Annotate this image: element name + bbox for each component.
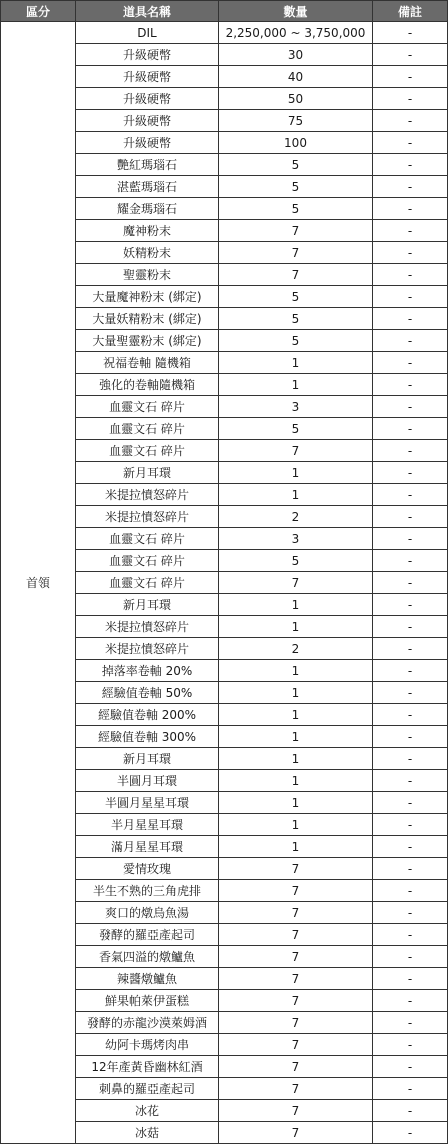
note-cell: - — [373, 924, 448, 946]
table-body — [1, 22, 448, 1144]
item-name-cell: 妖精粉末 — [76, 242, 219, 264]
note-cell: - — [373, 968, 448, 990]
quantity-cell: 1 — [219, 792, 373, 814]
note-cell: - — [373, 946, 448, 968]
note-cell: - — [373, 110, 448, 132]
quantity-cell: 1 — [219, 726, 373, 748]
header-row — [1, 1, 448, 22]
note-cell: - — [373, 176, 448, 198]
note-cell: - — [373, 462, 448, 484]
item-name-cell: 米提拉憤怒碎片 — [76, 616, 219, 638]
item-name-cell: 升級硬幣 — [76, 66, 219, 88]
quantity-cell: 75 — [219, 110, 373, 132]
quantity-cell: 7 — [219, 1100, 373, 1122]
item-name-cell: 半生不熟的三角虎排 — [76, 880, 219, 902]
quantity-cell: 1 — [219, 484, 373, 506]
quantity-cell: 1 — [219, 616, 373, 638]
item-name-cell: 掉落率卷軸 20% — [76, 660, 219, 682]
quantity-cell: 1 — [219, 374, 373, 396]
note-cell: - — [373, 550, 448, 572]
quantity-cell: 5 — [219, 198, 373, 220]
note-cell: - — [373, 704, 448, 726]
quantity-cell: 1 — [219, 352, 373, 374]
quantity-cell: 7 — [219, 440, 373, 462]
item-name-cell: 新月耳環 — [76, 594, 219, 616]
quantity-cell: 2 — [219, 638, 373, 660]
quantity-cell: 1 — [219, 814, 373, 836]
table-row — [1, 22, 448, 44]
quantity-cell: 1 — [219, 660, 373, 682]
note-cell: - — [373, 264, 448, 286]
note-cell: - — [373, 792, 448, 814]
item-name-cell: 湛藍瑪瑙石 — [76, 176, 219, 198]
note-cell: - — [373, 374, 448, 396]
item-name-cell: 經驗值卷軸 200% — [76, 704, 219, 726]
quantity-cell: 7 — [219, 1078, 373, 1100]
quantity-cell: 5 — [219, 286, 373, 308]
quantity-cell: 2,250,000 ~ 3,750,000 — [219, 22, 373, 44]
quantity-cell: 3 — [219, 528, 373, 550]
item-name-cell: 米提拉憤怒碎片 — [76, 484, 219, 506]
note-cell: - — [373, 638, 448, 660]
item-name-cell: 升級硬幣 — [76, 132, 219, 154]
quantity-cell: 7 — [219, 1012, 373, 1034]
item-name-cell: 血靈文石 碎片 — [76, 440, 219, 462]
item-name-cell: 血靈文石 碎片 — [76, 418, 219, 440]
quantity-cell: 7 — [219, 924, 373, 946]
note-cell: - — [373, 858, 448, 880]
note-cell: - — [373, 44, 448, 66]
quantity-cell: 1 — [219, 594, 373, 616]
note-cell: - — [373, 1100, 448, 1122]
header-note: 備註 — [373, 1, 448, 22]
item-name-cell: 發酵的羅亞產起司 — [76, 924, 219, 946]
quantity-cell: 7 — [219, 1122, 373, 1144]
quantity-cell: 5 — [219, 330, 373, 352]
note-cell: - — [373, 682, 448, 704]
header-item-name: 道具名稱 — [76, 1, 219, 22]
quantity-cell: 7 — [219, 1034, 373, 1056]
note-cell: - — [373, 726, 448, 748]
quantity-cell: 5 — [219, 154, 373, 176]
quantity-cell: 7 — [219, 858, 373, 880]
item-name-cell: 大量妖精粉末 (綁定) — [76, 308, 219, 330]
quantity-cell: 7 — [219, 946, 373, 968]
item-name-cell: 12年產黃昏幽林紅酒 — [76, 1056, 219, 1078]
quantity-cell: 40 — [219, 66, 373, 88]
item-name-cell: 鮮果帕萊伊蛋糕 — [76, 990, 219, 1012]
note-cell: - — [373, 308, 448, 330]
quantity-cell: 7 — [219, 572, 373, 594]
item-name-cell: 冰菇 — [76, 1122, 219, 1144]
note-cell: - — [373, 286, 448, 308]
item-name-cell: 米提拉憤怒碎片 — [76, 506, 219, 528]
quantity-cell: 2 — [219, 506, 373, 528]
note-cell: - — [373, 352, 448, 374]
note-cell: - — [373, 770, 448, 792]
quantity-cell: 1 — [219, 748, 373, 770]
quantity-cell: 7 — [219, 242, 373, 264]
item-name-cell: 升級硬幣 — [76, 110, 219, 132]
item-name-cell: 新月耳環 — [76, 462, 219, 484]
note-cell: - — [373, 440, 448, 462]
item-name-cell: 聖靈粉末 — [76, 264, 219, 286]
note-cell: - — [373, 990, 448, 1012]
quantity-cell: 1 — [219, 836, 373, 858]
note-cell: - — [373, 880, 448, 902]
note-cell: - — [373, 814, 448, 836]
note-cell: - — [373, 660, 448, 682]
item-name-cell: 半月星星耳環 — [76, 814, 219, 836]
quantity-cell: 5 — [219, 418, 373, 440]
note-cell: - — [373, 506, 448, 528]
note-cell: - — [373, 1122, 448, 1144]
item-name-cell: 冰花 — [76, 1100, 219, 1122]
quantity-cell: 50 — [219, 88, 373, 110]
note-cell: - — [373, 198, 448, 220]
quantity-cell: 7 — [219, 880, 373, 902]
quantity-cell: 7 — [219, 264, 373, 286]
item-name-cell: 辣醬燉鱸魚 — [76, 968, 219, 990]
item-name-cell: 大量魔神粉末 (綁定) — [76, 286, 219, 308]
note-cell: - — [373, 902, 448, 924]
note-cell: - — [373, 22, 448, 44]
note-cell: - — [373, 418, 448, 440]
item-name-cell: 發酵的赤龍沙漠萊姆酒 — [76, 1012, 219, 1034]
item-name-cell: 血靈文石 碎片 — [76, 396, 219, 418]
note-cell: - — [373, 528, 448, 550]
quantity-cell: 30 — [219, 44, 373, 66]
item-name-cell: 強化的卷軸隨機箱 — [76, 374, 219, 396]
item-name-cell: 愛情玫瑰 — [76, 858, 219, 880]
item-name-cell: 滿月星星耳環 — [76, 836, 219, 858]
item-name-cell: 經驗值卷軸 50% — [76, 682, 219, 704]
note-cell: - — [373, 154, 448, 176]
quantity-cell: 100 — [219, 132, 373, 154]
note-cell: - — [373, 1034, 448, 1056]
quantity-cell: 7 — [219, 990, 373, 1012]
note-cell: - — [373, 396, 448, 418]
quantity-cell: 5 — [219, 308, 373, 330]
note-cell: - — [373, 242, 448, 264]
note-cell: - — [373, 1056, 448, 1078]
quantity-cell: 5 — [219, 176, 373, 198]
item-name-cell: 血靈文石 碎片 — [76, 528, 219, 550]
item-name-cell: 耀金瑪瑙石 — [76, 198, 219, 220]
item-name-cell: 血靈文石 碎片 — [76, 572, 219, 594]
note-cell: - — [373, 616, 448, 638]
item-name-cell: 幼阿卡瑪烤肉串 — [76, 1034, 219, 1056]
quantity-cell: 7 — [219, 220, 373, 242]
note-cell: - — [373, 594, 448, 616]
quantity-cell: 1 — [219, 682, 373, 704]
item-name-cell: 香氣四溢的燉鱸魚 — [76, 946, 219, 968]
quantity-cell: 1 — [219, 704, 373, 726]
item-name-cell: 祝福卷軸 隨機箱 — [76, 352, 219, 374]
category-cell: 首領 — [1, 22, 76, 1144]
item-name-cell: 半圓月星星耳環 — [76, 792, 219, 814]
quantity-cell: 1 — [219, 770, 373, 792]
item-name-cell: 魔神粉末 — [76, 220, 219, 242]
item-name-cell: 升級硬幣 — [76, 88, 219, 110]
item-name-cell: 艷紅瑪瑙石 — [76, 154, 219, 176]
quantity-cell: 5 — [219, 550, 373, 572]
quantity-cell: 3 — [219, 396, 373, 418]
note-cell: - — [373, 66, 448, 88]
note-cell: - — [373, 1078, 448, 1100]
note-cell: - — [373, 88, 448, 110]
note-cell: - — [373, 132, 448, 154]
header-quantity: 數量 — [219, 1, 373, 22]
note-cell: - — [373, 572, 448, 594]
note-cell: - — [373, 484, 448, 506]
quantity-cell: 7 — [219, 968, 373, 990]
item-name-cell: 新月耳環 — [76, 748, 219, 770]
quantity-cell: 1 — [219, 462, 373, 484]
note-cell: - — [373, 330, 448, 352]
item-name-cell: 刺鼻的羅亞產起司 — [76, 1078, 219, 1100]
item-name-cell: 米提拉憤怒碎片 — [76, 638, 219, 660]
note-cell: - — [373, 1012, 448, 1034]
item-name-cell: 血靈文石 碎片 — [76, 550, 219, 572]
note-cell: - — [373, 748, 448, 770]
item-name-cell: 經驗值卷軸 300% — [76, 726, 219, 748]
item-name-cell: 爽口的燉烏魚湯 — [76, 902, 219, 924]
header-category: 區分 — [1, 1, 76, 22]
quantity-cell: 7 — [219, 1056, 373, 1078]
note-cell: - — [373, 836, 448, 858]
item-name-cell: 大量聖靈粉末 (綁定) — [76, 330, 219, 352]
item-name-cell: 升級硬幣 — [76, 44, 219, 66]
quantity-cell: 7 — [219, 902, 373, 924]
note-cell: - — [373, 220, 448, 242]
item-name-cell: DIL — [76, 22, 219, 44]
item-name-cell: 半圓月耳環 — [76, 770, 219, 792]
